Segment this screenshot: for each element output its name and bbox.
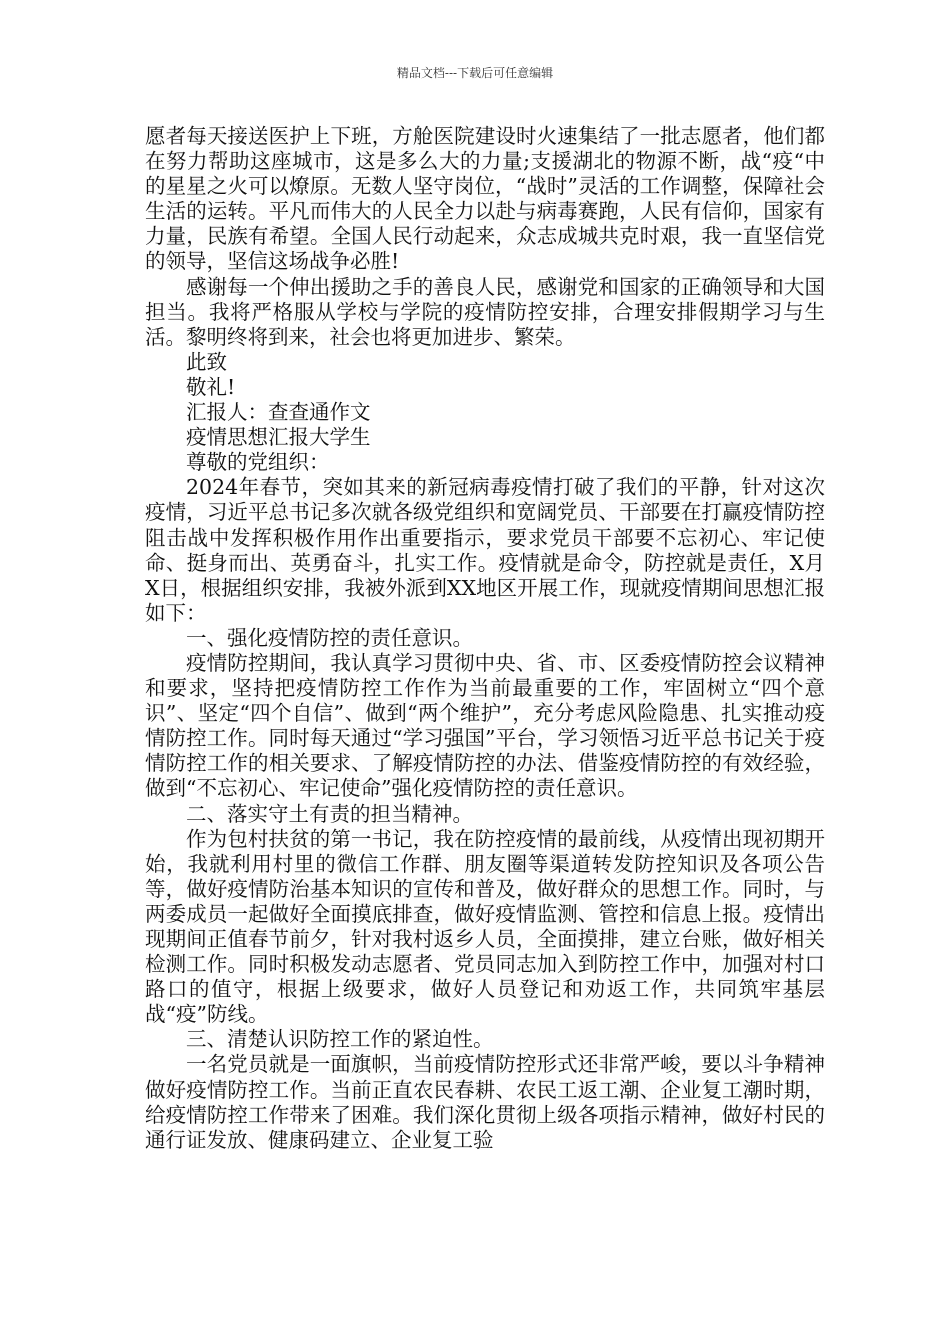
paragraph-intro: 2024年春节，突如其来的新冠病毒疫情打破了我们的平静，针对这次疫情，习近平总书记多次就各级党组织和宽阔党员、干部要在打赢疫情防控阻击战中发挥积极作用作出重要指示，要求党员干部要不忘初心、牢记使命、挺身而出、英勇奋斗，扎实工作。疫情就是命令，防控就是责任，X月X日，根据组织安排，我被外派到XX地区开展工作，现就疫情期间思想汇报如下： <box>145 475 825 625</box>
closing-salutation: 此致 <box>186 349 227 374</box>
report-title: 疫情思想汇报大学生 <box>186 425 371 450</box>
paragraph-section-2: 作为包村扶贫的第一书记，我在防控疫情的最前线，从疫情出现初期开始，我就利用村里的微信工作群、朋友圈等渠道转发防控知识及各项公告等，做好疫情防治基本知识的宣传和普及，做好群众的思想工作。同时，与两委成员一起做好全面摸底排查，做好疫情监测、管控和信息上报。疫情出现期间正值春节前夕，针对我村返乡人员，全面摸排，建立台账，做好相关检测工作。同时积极发动志愿者、党员同志加入到防控工作中，加强对村口路口的值守，根据上级要求，做好人员登记和劝返工作，共同筑牢基层战“疫”防线。 <box>145 826 825 1027</box>
closing-regards: 敬礼! <box>186 374 236 399</box>
section-heading-1: 一、强化疫情防控的责任意识。 <box>186 625 473 650</box>
document-body <box>145 124 825 1153</box>
paragraph-volunteers: 愿者每天接送医护上下班，方舱医院建设时火速集结了一批志愿者，他们都在努力帮助这座城市，这是多么大的力量;支援湖北的物源不断，战“疫“中的星星之火可以燎原。无数人坚守岗位，“战时”灵活的工作调整，保障社会生活的运转。平凡而伟大的人民全力以赴与病毒赛跑，人民有信仰，国家有力量，民族有希望。全国人民行动起来，众志成城共克时艰，我一直坚信党的领导，坚信这场战争必胜! <box>145 124 825 274</box>
paragraph-thanks: 感谢每一个伸出援助之手的善良人民，感谢党和国家的正确领导和大国担当。我将严格服从学校与学院的疫情防控安排，合理安排假期学习与生活。黎明终将到来，社会也将更加进步、繁荣。 <box>145 274 825 349</box>
section-heading-3: 三、清楚认识防控工作的紧迫性。 <box>186 1027 494 1052</box>
page-header: 精品文档---下载后可任意编辑 <box>396 66 554 80</box>
reporter-line: 汇报人：查查通作文 <box>186 400 371 425</box>
paragraph-section-3: 一名党员就是一面旗帜，当前疫情防控形式还非常严峻，要以斗争精神做好疫情防控工作。当前正直农民春耕、农民工返工潮、企业复工潮时期，给疫情防控工作带来了困难。我们深化贯彻上级各项指示精神，做好村民的通行证发放、健康码建立、企业复工验 <box>145 1052 825 1152</box>
greeting: 尊敬的党组织： <box>186 450 330 475</box>
paragraph-section-1: 疫情防控期间，我认真学习贯彻中央、省、市、区委疫情防控会议精神和要求，坚持把疫情防控工作作为当前最重要的工作，牢固树立“四个意识”、坚定“四个自信”、做到“两个维护”，充分考虑风险隐患、扎实推动疫情防控工作。同时每天通过“学习强国”平台，学习领悟习近平总书记关于疫情防控工作的相关要求、了解疫情防控的办法、借鉴疫情防控的有效经验，做到“不忘初心、牢记使命”强化疫情防控的责任意识。 <box>145 650 825 801</box>
section-heading-2: 二、落实守土有责的担当精神。 <box>186 801 473 826</box>
